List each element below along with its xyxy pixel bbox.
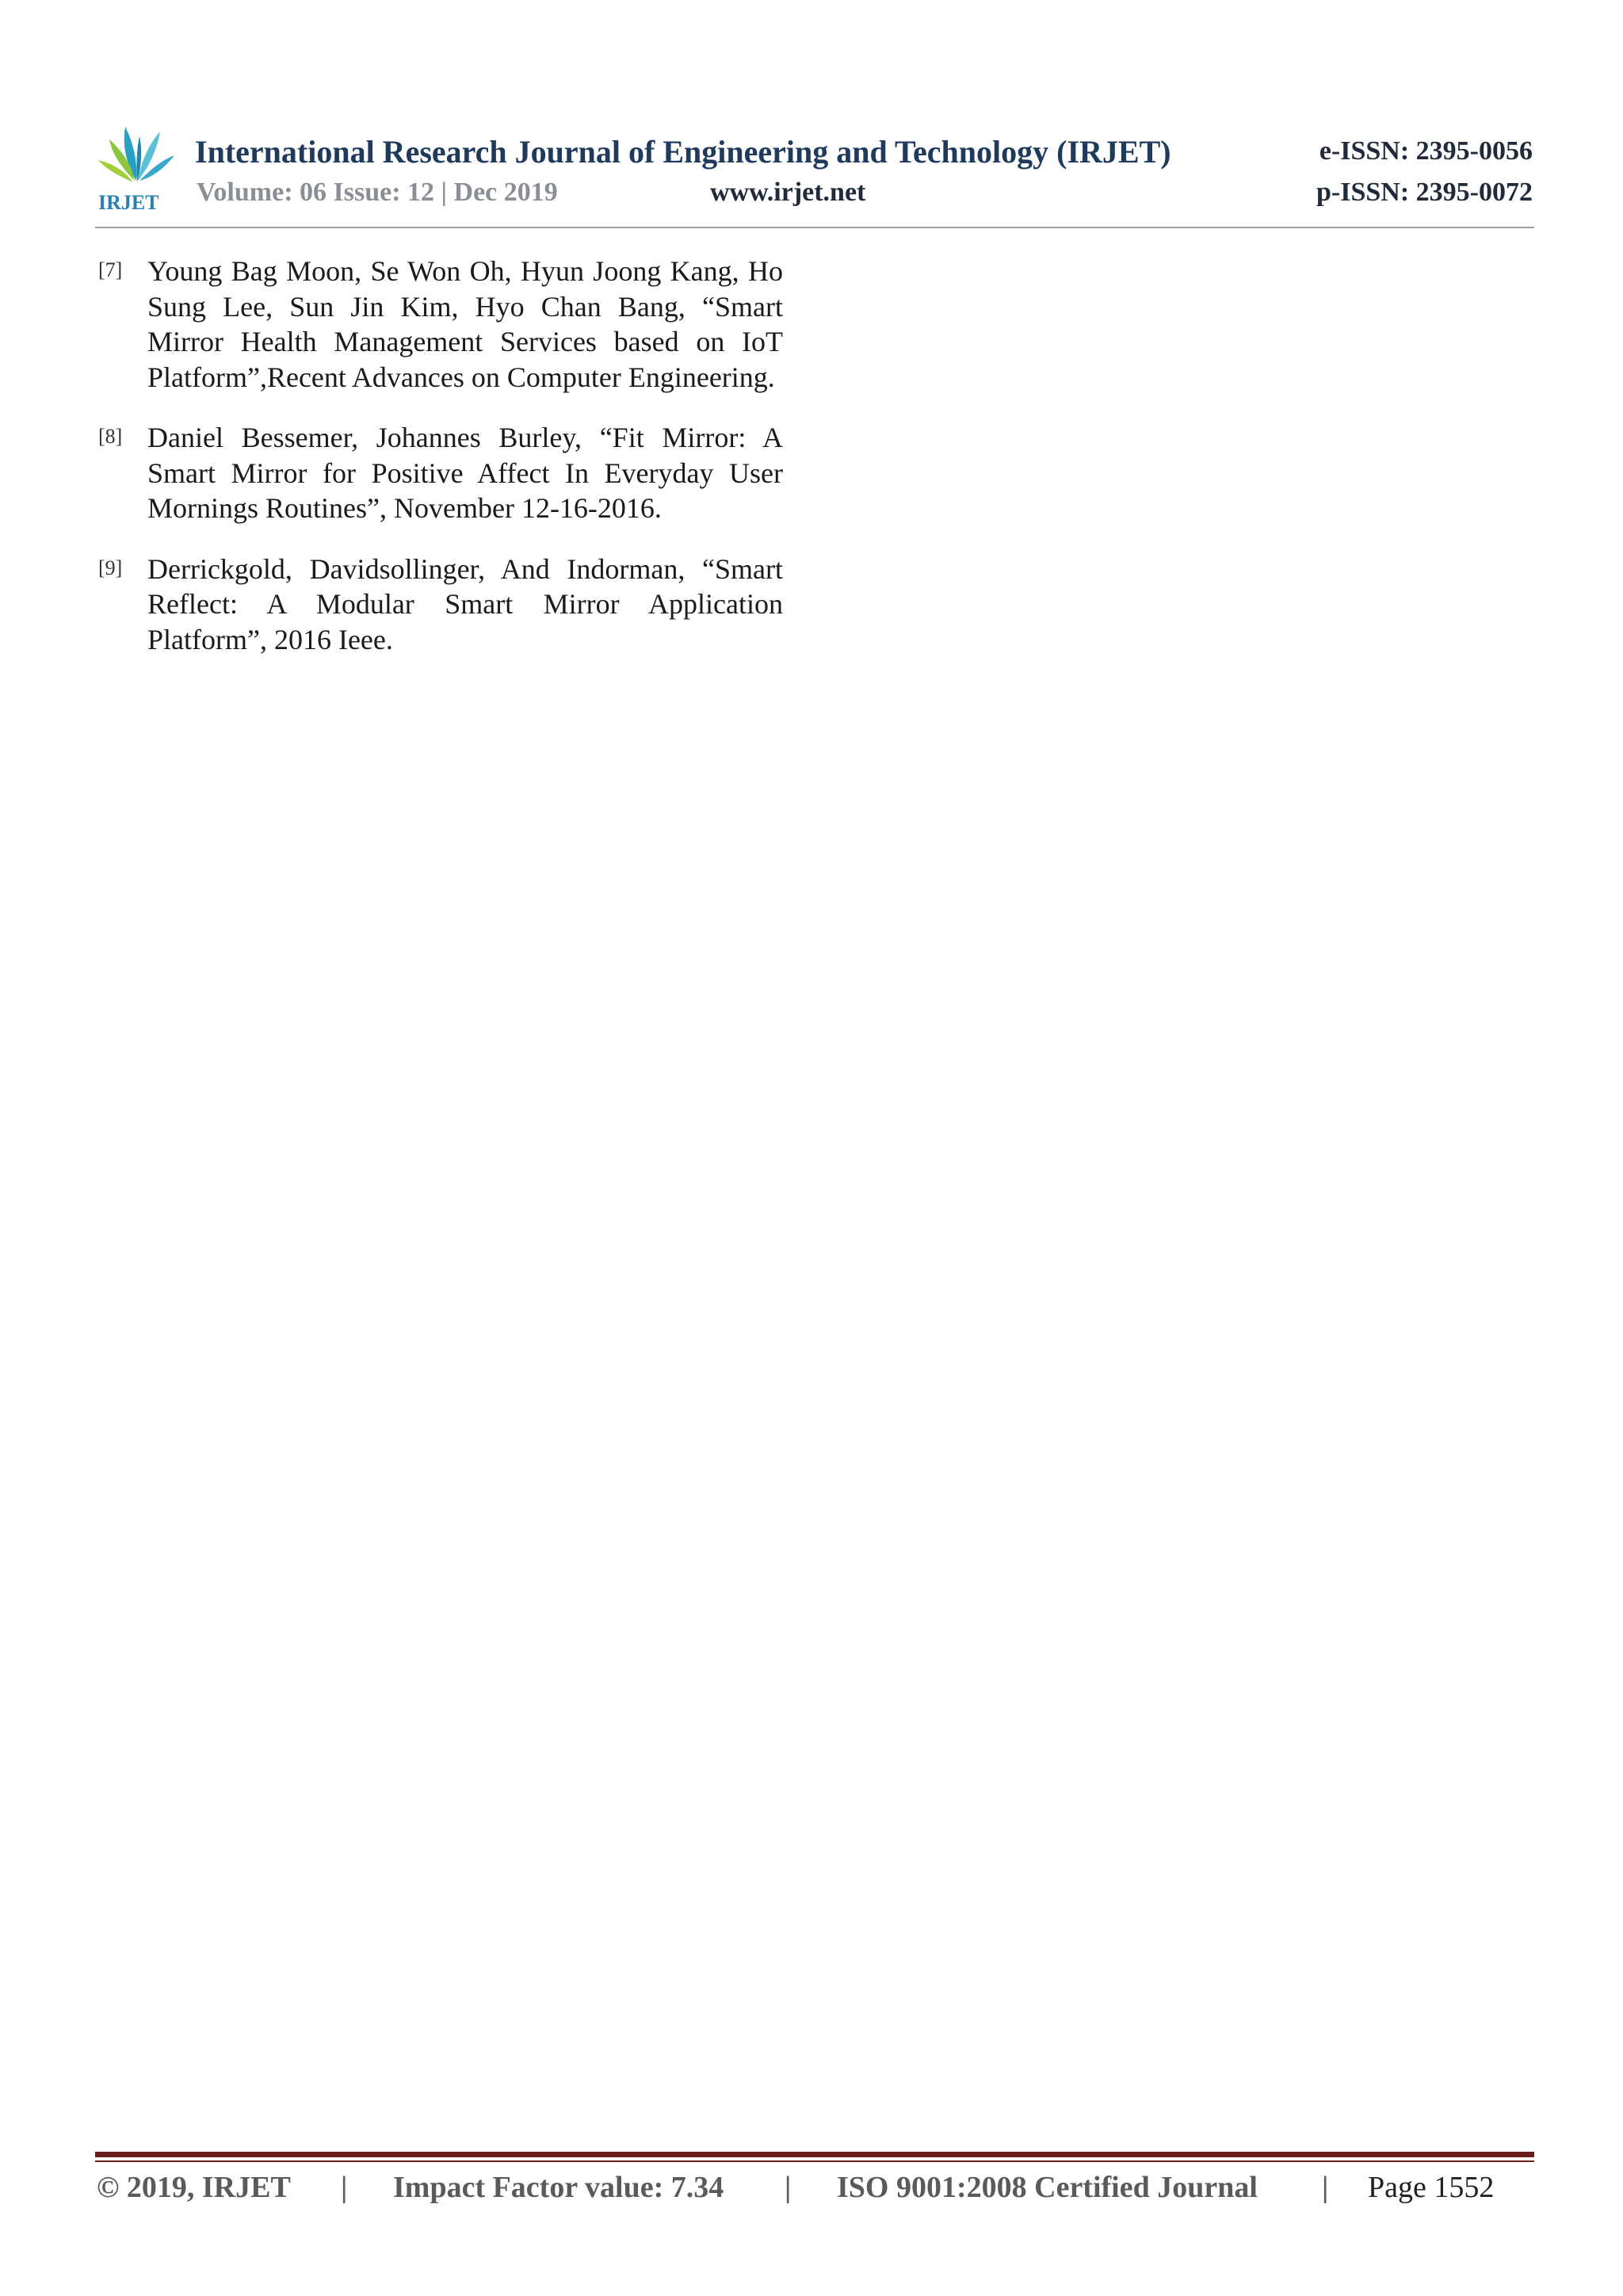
reference-text: Derrickgold, Davidsollinger, And Indorman, “Smart Reflect: A Modular Smart Mirror Application Platform”, 2016 Ieee. [147,552,783,655]
footer-copyright: © 2019, IRJET [97,2171,291,2204]
header-divider [95,227,1534,228]
reference-number: [9] [98,556,123,579]
reference-item [98,552,783,658]
page-header [95,111,1534,230]
website-link[interactable]: www.irjet.net [710,178,866,207]
footer-divider-thin [95,2160,1534,2162]
footer-separator: | [341,2171,348,2204]
eissn: e-ISSN: 2395-0056 [1319,136,1533,166]
irjet-logo [95,119,179,212]
page-footer [97,2170,1534,2210]
volume-issue: Volume: 06 Issue: 12 | Dec 2019 [197,178,558,207]
reference-item [98,420,783,526]
footer-iso-certification: ISO 9001:2008 Certified Journal [837,2171,1258,2204]
journal-title: International Research Journal of Engineering and Technology (IRJET) [195,134,1171,170]
svg-text:IRJET: IRJET [98,191,159,212]
reference-text: Daniel Bessemer, Johannes Burley, “Fit Mirror: A Smart Mirror for Positive Affect In Everyday User Mornings Routines”, November 12-16-2016. [147,422,783,524]
footer-divider-thick [95,2152,1534,2157]
footer-separator: | [1322,2171,1329,2204]
reference-number: [7] [98,258,123,281]
footer-page-number: Page 1552 [1368,2171,1495,2204]
reference-list [98,254,783,682]
pissn: p-ISSN: 2395-0072 [1316,178,1533,207]
reference-text: Young Bag Moon, Se Won Oh, Hyun Joong Kang, Ho Sung Lee, Sun Jin Kim, Hyo Chan Bang, “Smart Mirror Health Management Services based on IoT Platform”,Recent Advances on Computer Engineering. [147,255,783,393]
footer-separator: | [785,2171,792,2204]
footer-impact-factor: Impact Factor value: 7.34 [393,2171,724,2204]
reference-number: [8] [98,425,123,448]
reference-item [98,254,783,395]
